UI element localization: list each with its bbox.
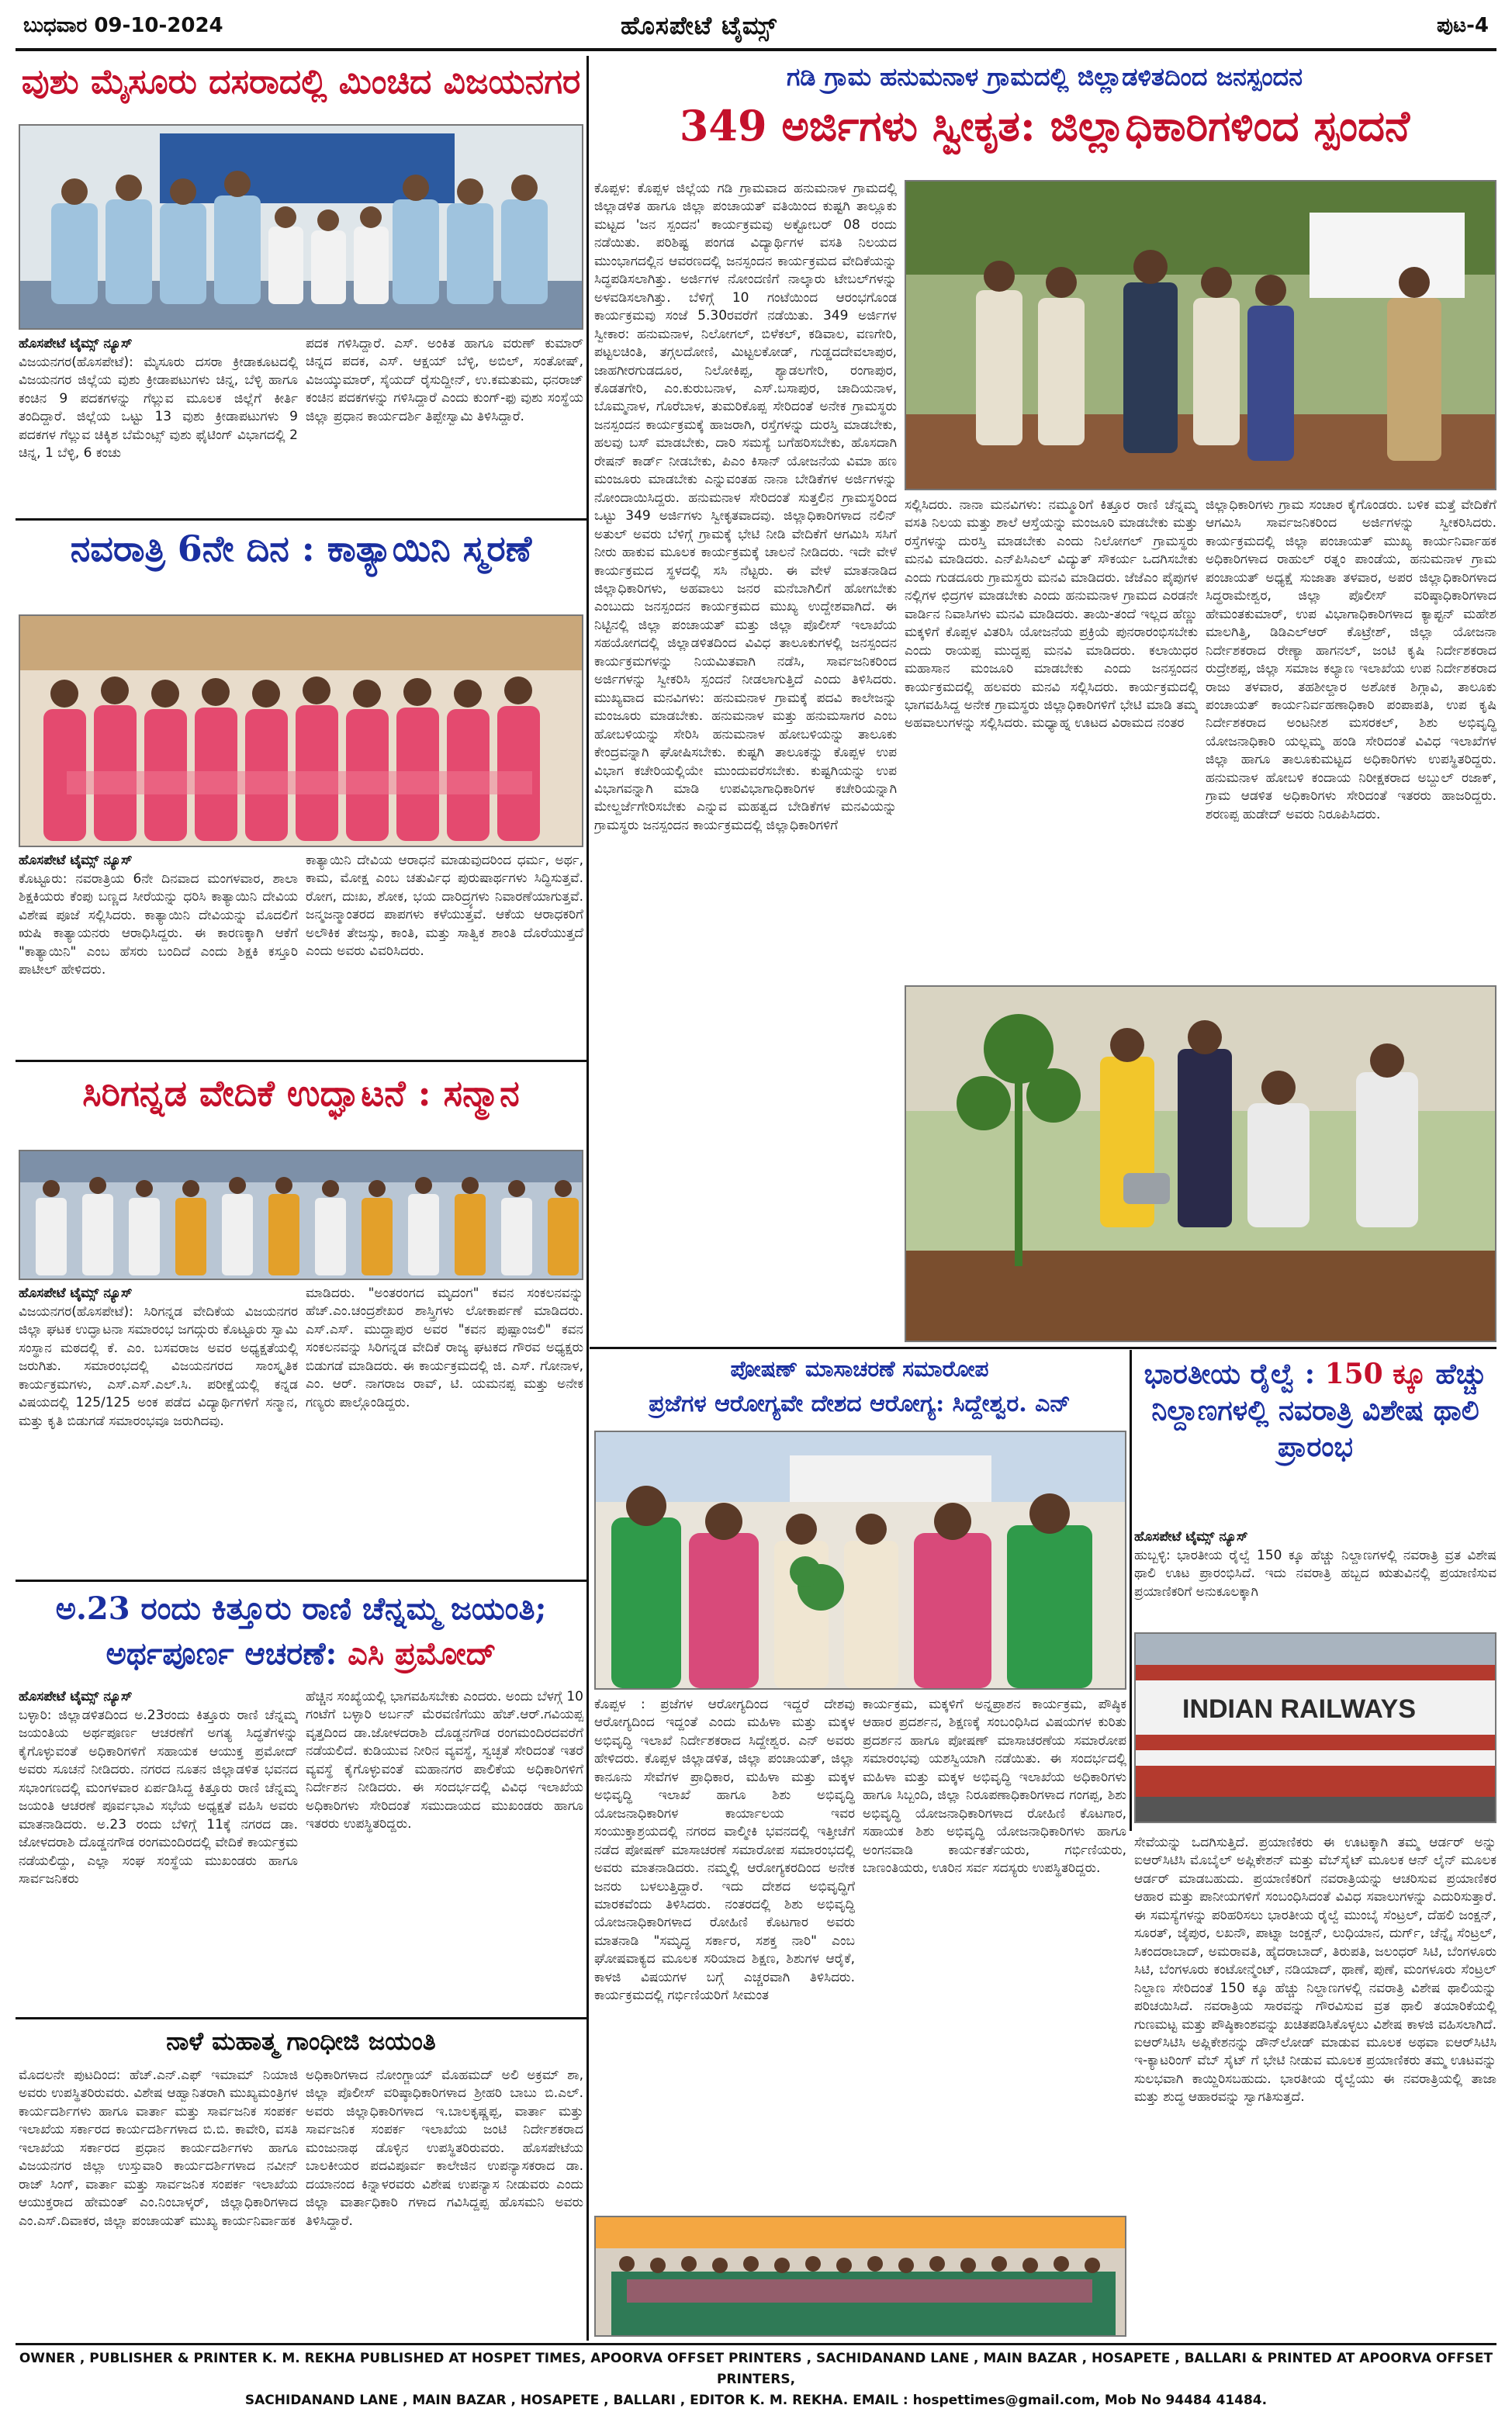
navaratri-body-col2: ಕಾತ್ಯಾಯಿನಿ ದೇವಿಯ ಆರಾಧನೆ ಮಾಡುವುದರಿಂದ ಧರ್ಮ, ಅರ್ಥ, ಕಾಮ, ಮೋಕ್ಷ ಎಂಬ ಚತುರ್ವಿಧ ಪುರುಷಾರ್ಥಗಳು ಸಿದ್ಧಿಸುತ್ತವೆ. ರೋಗ, ದುಃಖ, ಶೋಕ, ಭಯ ದಾರಿದ್ರ್ಯಗಳು ನಿವಾರಣೆಯಾಗುತ್ತವೆ. ಜನ್ಮಜನ್ಮಾಂತರದ ಪಾಪಗಳು ಕಳೆಯುತ್ತವೆ. ಆಕೆಯ ಆರಾಧಕರಿಗೆ ಅಲೌಕಿಕ ತೇಜಸ್ಸು, ಕಾಂತಿ, ಮತ್ತು ಸಾತ್ವಿಕ ಶಾಂತಿ ದೊರೆಯುತ್ತದೆ ಎಂದು ಅವರು ವಿವರಿಸಿದರು. (306, 853, 583, 960)
issue-date: ಬುಧವಾರ 09-10-2024 (23, 14, 223, 37)
poshan-body-col1: ಕೊಪ್ಪಳ : ಪ್ರಜೆಗಳ ಆರೋಗ್ಯದಿಂದ ಇದ್ದರೆ ದೇಶವು ಆರೋಗ್ಯದಿಂದ ಇದ್ದಂತೆ ಎಂದು ಮಹಿಳಾ ಮತ್ತು ಮಕ್ಕಳ ಅಭಿವೃದ್ಧಿ ಇಲಾಖೆ ನಿರ್ದೇಶಕರಾದ ಸಿದ್ದೇಶ್ವರ. ಎನ್ ಅವರು ಹೇಳಿದರು. ಕೊಪ್ಪಳ ಜಿಲ್ಲಾಡಳಿತ, ಜಿಲ್ಲಾ ಪಂಚಾಯತ್, ಜಿಲ್ಲಾ ಕಾನೂನು ಸೇವೆಗಳ ಪ್ರಾಧಿಕಾರ, ಮಹಿಳಾ ಮತ್ತು ಮಕ್ಕಳ ಅಭಿವೃದ್ಧಿ ಇಲಾಖೆ ಹಾಗೂ ಶಿಶು ಅಭಿವೃದ್ಧಿ ಯೋಜನಾಧಿಕಾರಿಗಳ ಕಾರ್ಯಾಲಯ ಇವರ ಸಂಯುಕ್ತಾಶ್ರಯದಲ್ಲಿ ನಗರದ ವಾಲ್ಮೀಕಿ ಭವನದಲ್ಲಿ ಇತ್ತೀಚೆಗೆ ನಡೆದ ಪೋಷಣ್ ಮಾಸಾಚರಣೆ ಸಮಾರೋಪ ಸಮಾರಂಭದಲ್ಲಿ ಅವರು ಮಾತನಾಡಿದರು. ನಮ್ಮಲ್ಲಿ ಆರೋಗ್ಯಕರದಿಂದ ಅನೇಕ ಜನರು ಬಳಲುತ್ತಿದ್ದಾರೆ. ಇದು ದೇಶದ ಅಭಿವೃದ್ಧಿಗೆ ಮಾರಕವೆಂದು ತಿಳಿಸಿದರು. ನಂತರದಲ್ಲಿ ಶಿಶು ಅಭಿವೃದ್ಧಿ ಯೋಜನಾಧಿಕಾರಿಗಳಾದ ರೋಹಿಣಿ ಕೊಟಗಾರ ಅವರು ಮಾತನಾಡಿ "ಸಮೃದ್ಧ ಸರ್ಕಾರ, ಸಶಕ್ತ ನಾರಿ" ಎಂಬ ಘೋಷವಾಕ್ಯದ ಮೂಲಕ ಸರಿಯಾದ ಶಿಕ್ಷಣ, ಶಿಶುಗಳ ಆರೈಕೆ, ಕಾಳಜಿ ವಿಷಯಗಳ ಬಗ್ಗೆ ಎಚ್ಚರವಾಗಿ ತಿಳಿಸಿದರು. ಕಾರ್ಯಕ್ರಮದಲ್ಲಿ ಗರ್ಭಿಣಿಯರಿಗೆ ಸೀಮಂತ (594, 1697, 855, 2004)
railway-body: ಸೇವೆಯನ್ನು ಒದಗಿಸುತ್ತಿದೆ. ಪ್ರಯಾಣಿಕರು ಈ ಊಟಕ್ಕಾಗಿ ತಮ್ಮ ಆರ್ಡರ್ ಅನ್ನು ಐಆರ್‌ಸಿಟಿಸಿ ಮೊಬೈಲ್ ಅಪ್ಲಿಕೇಶನ್ ಮತ್ತು ವೆಬ್‌ಸೈಟ್ ಮೂಲಕ ಆನ್ ಲೈನ್ ಮೂಲಕ ಆರ್ಡರ್ ಮಾಡಬಹುದು. ಪ್ರಯಾಣಿಕರಿಗೆ ನವರಾತ್ರಿಯನ್ನು ಆಚರಿಸುವ ಪ್ರಯಾಣಿಕರ ಆಹಾರ ಮತ್ತು ಪಾನೀಯಗಳಿಗೆ ಸಂಬಂಧಿಸಿದಂತೆ ವಿವಿಧ ಸವಾಲುಗಳನ್ನು ಎದುರಿಸುತ್ತಾರೆ. ಈ ಸಮಸ್ಯೆಗಳನ್ನು ಪರಿಹರಿಸಲು ಭಾರತೀಯ ರೈಲ್ವೆ ಮುಂಬೈ ಸೆಂಟ್ರಲ್, ದೆಹಲಿ ಜಂಕ್ಷನ್, ಸೂರತ್, ಜೈಪುರ, ಲಖನೌ, ಪಾಟ್ನಾ ಜಂಕ್ಷನ್, ಲುಧಿಯಾನ, ದುರ್ಗ್, ಚೆನ್ನೈ ಸೆಂಟ್ರಲ್, ಸಿಕಂದರಾಬಾದ್, ಅಮರಾವತಿ, ಹೈದರಾಬಾದ್, ತಿರುಪತಿ, ಜಲಂಧರ್ ಸಿಟಿ, ಬೆಂಗಳೂರು ಸಿಟಿ, ಬೆಂಗಳೂರು ಕಂಟೋನ್ಮೆಂಟ್, ನಡಿಯಾದ್, ಥಾಣೆ, ಪುಣೆ, ಮಂಗಳೂರು ಸೆಂಟ್ರಲ್ ನಿಲ್ದಾಣ ಸೇರಿದಂತೆ 150 ಕ್ಕೂ ಹೆಚ್ಚು ನಿಲ್ದಾಣಗಳಲ್ಲಿ ನವರಾತ್ರಿ ವಿಶೇಷ ಥಾಲಿಯನ್ನು ಪರಿಚಯಿಸಿದೆ. ನವರಾತ್ರಿಯ ಸಾರವನ್ನು ಗೌರವಿಸುವ ವ್ರತ ಥಾಲಿ ತಯಾರಿಕೆಯಲ್ಲಿ ಗುಣಮಟ್ಟ ಮತ್ತು ಪೌಷ್ಠಿಕಾಂಶವನ್ನು ಖಚಿತಪಡಿಸಿಕೊಳ್ಳಲು ವಿಶೇಷ ಕಾಳಜಿ ವಹಿಸಲಾಗಿದೆ. ಐಆರ್‌ಸಿಟಿಸಿ ಅಪ್ಲಿಕೇಶನನ್ನು ಡೌನ್‌ಲೋಡ್ ಮಾಡುವ ಮೂಲಕ ಅಥವಾ ಐಆರ್‌ಸಿಟಿಸಿ ಇ-ಕ್ಯಾಟರಿಂಗ್ ವೆಬ್ ಸೈಟ್ ಗೆ ಭೇಟಿ ನೀಡುವ ಮೂಲಕ ಪ್ರಯಾಣಿಕರು ತಮ್ಮ ಊಟವನ್ನು ಸುಲಭವಾಗಿ ಕಾಯ್ದಿರಿಸಬಹುದು. ಭಾರತೀಯ ರೈಲ್ವೆಯು ಈ ನವರಾತ್ರಿಯಲ್ಲಿ ತಾಜಾ ಮತ್ತು ಶುದ್ಧ ಆಹಾರವನ್ನು ಸ್ವಾಗತಿಸುತ್ತದೆ. (1134, 1835, 1496, 2106)
siriganna-headline: ಸಿರಿಗನ್ನಡ ವೇದಿಕೆ ಉದ್ಘಾಟನೆ : ಸನ್ಮಾನ (82, 1072, 520, 1114)
masthead (16, 5, 1496, 51)
train-livery-text: INDIAN RAILWAYS (1182, 1694, 1417, 1724)
gandhi-body-col1: ಮೊದಲನೇ ಪುಟದಿಂದ: ಹೆಚ್.ಎನ್.ಎಫ್ ಇಮಾಮ್ ನಿಯಾಜಿ ಅವರು ಉಪಸ್ಥಿತರಿರುವರು. ವಿಶೇಷ ಆಹ್ವಾನಿತರಾಗಿ ಮುಖ್ಯಮಂತ್ರಿಗಳ ಕಾರ್ಯದರ್ಶಿಗಳು ಹಾಗೂ ವಾರ್ತಾ ಮತ್ತು ಸಾರ್ವಜನಿಕ ಸಂಪರ್ಕ ಇಲಾಖೆಯ ಸರ್ಕಾರದ ಕಾರ್ಯದರ್ಶಿಗಳಾದ ಬಿ.ಬಿ. ಕಾವೇರಿ, ವಸತಿ ಇಲಾಖೆಯ ಸರ್ಕಾರದ ಪ್ರಧಾನ ಕಾರ್ಯದರ್ಶಿಗಳು ಹಾಗೂ ವಿಜಯನಗರ ಜಿಲ್ಲಾ ಉಸ್ತುವಾರಿ ಕಾರ್ಯದರ್ಶಿಗಳಾದ ನವೀನ್ ರಾಜ್ ಸಿಂಗ್, ವಾರ್ತಾ ಮತ್ತು ಸಾರ್ವಜನಿಕ ಸಂಪರ್ಕ ಇಲಾಖೆಯ ಆಯುಕ್ತರಾದ ಹೇಮಂತ್ ಎಂ.ನಿಂಬಾಳ್ಕರ್, ಜಿಲ್ಲಾಧಿಕಾರಿಗಳಾದ ಎಂ.ಎಸ್.ದಿವಾಕರ, ಜಿಲ್ಲಾ ಪಂಚಾಯತ್ ಮುಖ್ಯ ಕಾರ್ಯನಿರ್ವಾಹಕ (19, 2068, 298, 2229)
wushu-body-col2: ಪದಕ ಗಳಿಸಿದ್ದಾರೆ. ಎಸ್. ಅಂಕಿತ ಹಾಗೂ ವರುಣ್ ಕುಮಾರ್ ಚಿನ್ನದ ಪದಕ, ಎಸ್. ಆಕ್ಷಯ್ ಬೆಳ್ಳಿ, ಅಬಿಲ್, ಸಂತೋಷ್, ವಿಜಯ್ಕುಮಾರ್, ಸೈಯದ್ ರೈಸುದ್ದೀನ್, ಉ.ಕಮತುಮ, ಧನರಾಜ್ ಕಂಚಿನ ಪದಕಗಳನ್ನು ಗಳಿಸಿದ್ದಾರೆ ಎಂದು ಕುಂಗ್-ಫು ವುಶು ಸಂಸ್ಥೆಯ ಜಿಲ್ಲಾ ಪ್ರಧಾನ ಕಾರ್ಯದರ್ಶಿ ತಿಪ್ಪೇಸ್ವಾಮಿ ತಿಳಿಸಿದ್ದಾರೆ. (306, 336, 583, 424)
chennamma-body-col1: ಬಳ್ಳಾರಿ: ಜಿಲ್ಲಾಡಳಿತದಿಂದ ಅ.23ರಂದು ಕಿತ್ತೂರು ರಾಣಿ ಚೆನ್ನಮ್ಮ ಜಯಂತಿಯ ಅರ್ಥಪೂರ್ಣ ಆಚರಣೆಗೆ ಅಗತ್ಯ ಸಿದ್ಧತೆಗಳನ್ನು ಕೈಗೊಳ್ಳುವಂತೆ ಅಧಿಕಾರಿಗಳಿಗೆ ಸಹಾಯಕ ಆಯುಕ್ತ ಪ್ರಮೋದ್ ಅವರು ಸೂಚನೆ ನೀಡಿದರು. ನಗರದ ನೂತನ ಜಿಲ್ಲಾಡಳಿತ ಭವನದ ಸಭಾಂಗಣದಲ್ಲಿ ಮಂಗಳವಾರ ಏರ್ಪಡಿಸಿದ್ದ ಕಿತ್ತೂರು ರಾಣಿ ಚೆನ್ನಮ್ಮ ಜಯಂತಿ ಆಚರಣೆ ಪೂರ್ವಭಾವಿ ಸಭೆಯ ಅಧ್ಯಕ್ಷತೆ ವಹಿಸಿ ಅವರು ಮಾತನಾಡಿದರು. ಅ.23 ರಂದು ಬೆಳಿಗ್ಗೆ 11ಕ್ಕೆ ನಗರದ ಡಾ. ಜೋಳದರಾಶಿ ದೊಡ್ಡನಗೌಡ ರಂಗಮಂದಿರದಲ್ಲಿ ವೇದಿಕೆ ಕಾರ್ಯಕ್ರಮ ನಡೆಯಲಿದ್ದು, ಎಲ್ಲಾ ಸಂಘ ಸಂಸ್ಥೆಯ ಮುಖಂಡರು ಹಾಗೂ ಸಾರ್ವಜನಿಕರು (19, 1708, 298, 1888)
janaspandana-kicker: ಗಡಿ ಗ್ರಾಮ ಹನುಮನಾಳ ಗ್ರಾಮದಲ್ಲಿ ಜಿಲ್ಲಾಡಳಿತದಿಂದ ಜನಸ್ಪಂದನ (786, 62, 1303, 92)
railway-train-photo (1134, 1632, 1496, 1823)
newspaper-name: ಹೊಸಪೇಟೆ ಟೈಮ್ಸ್ (621, 11, 777, 40)
siriganna-body-col2: ಮಾಡಿದರು. "ಅಂತರಂಗದ ಮೃದಂಗ" ಕವನ ಸಂಕಲನವನ್ನು ಹೆಚ್.ಎಂ.ಚಂದ್ರಶೇಖರ ಶಾಸ್ತ್ರಿಗಳು ಲೋಕಾರ್ಪಣೆ ಮಾಡಿದರು. ಎಸ್.ಎಸ್. ಮುದ್ದಾಪುರ ಅವರ "ಕವನ ಪುಷ್ಪಾಂಜಲಿ" ಕವನ ಸಂಕಲನವನ್ನು ಸಿರಿಗನ್ನಡ ವೇದಿಕೆ ರಾಜ್ಯ ಘಟಕದ ಗೌರವ ಅಧ್ಯಕ್ಷರು ಬಿಡುಗಡೆ ಮಾಡಿದರು. ಈ ಕಾರ್ಯಕ್ರಮದಲ್ಲಿ ಜಿ. ಎಸ್. ಗೋನಾಳ, ಎಂ. ಆರ್. ನಾಗರಾಜ ರಾವ್, ಟಿ. ಯಮನಪ್ಪ ಮತ್ತು ಅನೇಕ ಗಣ್ಯರು ಪಾಲ್ಗೊಂಡಿದ್ದರು. (306, 1286, 583, 1410)
wushu-headline: ವುಶು ಮೈಸೂರು ದಸರಾದಲ್ಲಿ ಮಿಂಚಿದ ವಿಜಯನಗರ (21, 62, 581, 102)
section-divider (16, 1580, 586, 1582)
railway-headline (1134, 1356, 1496, 1465)
janaspandana-headline: 349 ಅರ್ಜಿಗಳು ಸ್ವೀಕೃತ: ಜಿಲ್ಲಾಧಿಕಾರಿಗಳಿಂದ ಸ್ಪಂದನೆ (679, 101, 1410, 151)
navaratri-body-col1: ಕೊಟ್ಟೂರು: ನವರಾತ್ರಿಯ 6ನೇ ದಿನವಾದ ಮಂಗಳವಾರ, ಶಾಲಾ ಶಿಕ್ಷಕಿಯರು ಕೆಂಪು ಬಣ್ಣದ ಸೀರೆಯನ್ನು ಧರಿಸಿ ಕಾತ್ಯಾಯಿನಿ ದೇವಿಯ ವಿಶೇಷ ಪೂಜೆ ಸಲ್ಲಿಸಿದರು. ಕಾತ್ಯಾಯಿನಿ ದೇವಿಯನ್ನು ಮೊದಲಿಗೆ ಋಷಿ ಕಾತ್ಯಾಯನರು ಆರಾಧಿಸಿದ್ದರು. ಈ ಕಾರಣಕ್ಕಾಗಿ ಆಕೆಗೆ "ಕಾತ್ಯಾಯಿನಿ" ಎಂಬ ಹೆಸರು ಬಂದಿದೆ ಎಂದು ಶಿಕ್ಷಕಿ ಕಸ್ತೂರಿ ಪಾಟೀಲ್ ಹೇಳಿದರು. (19, 871, 298, 978)
gandhi-body-col2: ಅಧಿಕಾರಿಗಳಾದ ನೋಂಗ್ಜಾಯ್ ಮೊಹಮದ್ ಅಲಿ ಅಕ್ರಮ್ ಶಾ, ಜಿಲ್ಲಾ ಪೊಲೀಸ್ ವರಿಷ್ಠಾಧಿಕಾರಿಗಳಾದ ಶ್ರೀಹರಿ ಬಾಬು ಬಿ.ಎಲ್. ಅವರು ಜಿಲ್ಲಾಧಿಕಾರಿಗಳಾದ ಇ.ಬಾಲಕೃಷ್ಣಪ್ಪ, ವಾರ್ತಾ ಮತ್ತು ಸಾರ್ವಜನಿಕ ಸಂಪರ್ಕ ಇಲಾಖೆಯ ಜಂಟಿ ನಿರ್ದೇಶಕರಾದ ಮಂಜುನಾಥ ಡೊಳ್ಳಿನ ಉಪಸ್ಥಿತರಿರುವರು. ಹೊಸಪೇಟೆಯ ಬಾಲಕೀಯರ ಪದವಿಪೂರ್ವ ಕಾಲೇಜಿನ ಉಪನ್ಯಾಸಕರಾದ ಡಾ. ದಯಾನಂದ ಕಿನ್ನಾಳರವರು ವಿಶೇಷ ಉಪನ್ಯಾಸ ನೀಡುವರು ಎಂದು ಜಿಲ್ಲಾ ವಾರ್ತಾಧಿಕಾರಿ ಗಳಾದ ಗವಿಸಿದ್ದಪ್ಪ ಹೊಸಮನಿ ಅವರು ತಿಳಿಸಿದ್ದಾರೆ. (306, 2068, 583, 2229)
railway-headline-rest: ಹೆಚ್ಚು ನಿಲ್ದಾಣಗಳಲ್ಲಿ ನವರಾತ್ರಿ ವಿಶೇಷ ಥಾಲಿ ಪ್ರಾರಂಭ (1151, 1358, 1487, 1463)
chennamma-body-col2: ಹೆಚ್ಚಿನ ಸಂಖ್ಯೆಯಲ್ಲಿ ಭಾಗವಹಿಸಬೇಕು ಎಂದರು. ಅಂದು ಬೆಳಗ್ಗೆ 10 ಗಂಟೆಗೆ ಬಳ್ಳಾರಿ ಅರ್ಬನ್ ಮೆರವಣಿಗೆಯು ಹೆಚ್.ಆರ್.ಗವಿಯಪ್ಪ ವೃತ್ತದಿಂದ ಡಾ.ಜೋಳದರಾಶಿ ದೊಡ್ಡನಗೌಡ ರಂಗಮಂದಿರದವರೆಗೆ ನಡೆಯಲಿದೆ. ಕುಡಿಯುವ ನೀರಿನ ವ್ಯವಸ್ಥೆ, ಸ್ವಚ್ಛತೆ ಸೇರಿದಂತೆ ಇತರೆ ವ್ಯವಸ್ಥೆ ಕೈಗೊಳ್ಳುವಂತೆ ಮಹಾನಗರ ಪಾಲಿಕೆಯ ಅಧಿಕಾರಿಗಳಿಗೆ ನಿರ್ದೇಶನ ನೀಡಿದರು. ಈ ಸಂದರ್ಭದಲ್ಲಿ ವಿವಿಧ ಇಲಾಖೆಯ ಅಧಿಕಾರಿಗಳು ಸೇರಿದಂತೆ ಸಮುದಾಯದ ಮುಖಂಡರು ಹಾಗೂ ಇತರರು ಉಪಸ್ಥಿತರಿದ್ದರು. (306, 1689, 583, 1832)
wushu-team-photo (19, 124, 583, 330)
poshan-headline: ಪ್ರಜೆಗಳ ಆರೋಗ್ಯವೇ ದೇಶದ ಆರೋಗ್ಯ: ಸಿದ್ದೇಶ್ವರ. ಎನ್ (649, 1390, 1071, 1417)
section-divider (590, 1347, 1496, 1349)
railway-headline-count: 150 ಕ್ಕೂ (1324, 1358, 1426, 1390)
poshan-group-photo (594, 2216, 1126, 2337)
chennamma-byline: ಹೊಸಪೇಟೆ ಟೈಮ್ಸ್ ನ್ಯೂಸ್ (19, 1689, 133, 1704)
janaspandana-dc-photo (905, 180, 1496, 490)
chennamma-headline-name: ಎಸಿ ಪ್ರಮೋದ್ (348, 1635, 497, 1672)
chennamma-headline-line1: ಅ.23 ರಂದು ಕಿತ್ತೂರು ರಾಣಿ ಚೆನ್ನಮ್ಮ ಜಯಂತಿ; (55, 1590, 547, 1627)
janaspandana-body-col2: ಸಲ್ಲಿಸಿದರು. ನಾನಾ ಮನವಿಗಳು: ನಮ್ಮೂರಿಗೆ ಕಿತ್ತೂರ ರಾಣಿ ಚೆನ್ನಮ್ಮ ವಸತಿ ನಿಲಯ ಮತ್ತು ಶಾಲೆ ಆಸ್ತೆಯನ್ನು ಮಂಜೂರಿ ಮಾಡಬೇಕು ಮತ್ತು ರಸ್ತೆಗಳನ್ನು ದುರಸ್ತಿ ಮಾಡಬೇಕು ಎಂದು ನಿಲೋಗಲ್ ಗ್ರಾಮಸ್ಥರು ಮನವಿ ಮಾಡಿದರು. ಎನ್‌ಪಿಸಿಎಲ್ ವಿದ್ಯುತ್ ಸೌಕರ್ಯ ಒದಗಿಸಬೇಕು ಎಂದು ಗುಡದೂರು ಗ್ರಾಮಸ್ಥರು ಮನವಿ ಮಾಡಿದರು. ಜೆಜೆಎಂ ಪೈಪುಗಳ ನಲ್ಲಿಗಳ ಛಿದ್ರಗಳ ಮಾಡಬೇಕು ಎಂದು ಹನುಮನಾಳ ಗ್ರಾಮದ ಎರಡನೇ ವಾರ್ಡಿನ ನಿವಾಸಿಗಳು ಮನವಿ ಮಾಡಿದರು. ತಾಯಿ-ತಂದೆ ಇಲ್ಲದ ಹೆಣ್ಣು ಮಕ್ಕಳಿಗೆ ಕೊಪ್ಪಳ ವಿತರಿಸಿ ಯೋಜನೆಯ ಪ್ರಕ್ರಿಯೆ ಪುನರಾರಂಭಿಸಬೇಕು ಎಂದು ರಾಯಪ್ಪ ಮುದ್ದಪ್ಪ ಮನವಿ ಮಾಡಿದರು. ಕಲಾಯಿಧರ ಮಹಾಸಾನ ಮಂಜೂರಿ ಮಾಡಬೇಕು ಎಂದು ಜನಸ್ಪಂದನ ಕಾರ್ಯಕ್ರಮದಲ್ಲಿ ಹಲವರು ಮನವಿ ಸಲ್ಲಿಸಿದರು. ಕಾರ್ಯಕ್ರಮದಲ್ಲಿ ಭಾಗವಹಿಸಿದ್ದ ಅನೇಕ ಗ್ರಾಮಸ್ಥರು ಜಿಲ್ಲಾಧಿಕಾರಿಗಳಿಗೆ ಭೇಟಿ ಮಾಡಿ ತಮ್ಮ ಅಹವಾಲುಗಳನ್ನು ಸಲ್ಲಿಸಿದರು. ಮಧ್ಯಾಹ್ನ ಊಟದ ವಿರಾಮದ ನಂತರ (905, 497, 1198, 732)
imprint-line-1: OWNER , PUBLISHER & PRINTER K. M. REKHA PUBLISHED AT HOSPET TIMES, APOORVA OFFSET PRINTERS , SACHIDANAND LANE , MAIN BAZAR , HOSAPETE , BALLARI & PRINTED AT APOORVA OFFSET PRINTERS, (19, 2351, 1493, 2388)
gandhi-headline: ನಾಳೆ ಮಹಾತ್ಮ ಗಾಂಧೀಜಿ ಜಯಂತಿ (166, 2026, 436, 2056)
janaspandana-tree-planting-photo (905, 985, 1496, 1342)
navaratri-teachers-photo (19, 614, 583, 847)
navaratri-headline: ನವರಾತ್ರಿ 6ನೇ ದಿನ : ಕಾತ್ಯಾಯಿನಿ ಸ್ಮರಣೆ (70, 528, 532, 569)
chennamma-headline-prefix: ಅರ್ಥಪೂರ್ಣ ಆಚರಣೆ: (106, 1635, 337, 1672)
wushu-byline: ಹೊಸಪೇಟೆ ಟೈಮ್ಸ್ ನ್ಯೂಸ್ (19, 336, 133, 351)
chennamma-headline-line2 (19, 1635, 583, 1673)
section-divider (16, 518, 586, 521)
railway-byline: ಹೊಸಪೇಟೆ ಟೈಮ್ಸ್ ನ್ಯೂಸ್ (1134, 1529, 1248, 1545)
janaspandana-body-col3: ಜಿಲ್ಲಾಧಿಕಾರಿಗಳು ಗ್ರಾಮ ಸಂಚಾರ ಕೈಗೊಂಡರು. ಬಳಿಕ ಮತ್ತೆ ವೇದಿಕೆಗೆ ಆಗಮಿಸಿ ಸಾರ್ವಜನಿಕರಿಂದ ಅರ್ಜಿಗಳನ್ನು ಸ್ವೀಕರಿಸಿದರು. ಕಾರ್ಯಕ್ರಮದಲ್ಲಿ ಜಿಲ್ಲಾ ಪಂಚಾಯತ್ ಮುಖ್ಯ ಕಾರ್ಯನಿರ್ವಾಹಕ ಅಧಿಕಾರಿಗಳಾದ ರಾಹುಲ್ ರತ್ನಂ ಪಾಂಡೆಯ, ಹನುಮನಾಳ ಗ್ರಾಮ ಪಂಚಾಯತ್ ಅಧ್ಯಕ್ಷೆ ಸುಜಾತಾ ತಳವಾರ, ಅಪರ ಜಿಲ್ಲಾಧಿಕಾರಿಗಳಾದ ಸಿದ್ಧರಾಮೇಶ್ವರ, ಜಿಲ್ಲಾ ಪೊಲೀಸ್ ವರಿಷ್ಠಾಧಿಕಾರಿಗಳಾದ ಹೇಮಂತಕುಮಾರ್, ಉಪ ವಿಭಾಗಾಧಿಕಾರಿಗಳಾದ ಕ್ಯಾಪ್ಟನ್ ಮಹೇಶ ಮಾಲಗಿತ್ತಿ, ಡಿಡಿಎಲ್ಆರ್ ಕೊಟ್ರೇಶ್, ಜಿಲ್ಲಾ ಯೋಜನಾ ನಿರ್ದೇಶಕರಾದ ರೇಣ್ಯಾ ಹಾಗನಲ್, ಜಂಟಿ ಕೃಷಿ ನಿರ್ದೇಶಕರಾದ ರುದ್ರೇಶಪ್ಪ, ಜಿಲ್ಲಾ ಸಮಾಜ ಕಲ್ಯಾಣ ಇಲಾಖೆಯ ಉಪ ನಿರ್ದೇಶಕರಾದ ರಾಜು ತಳವಾರ, ತಹಶೀಲ್ದಾರ ಅಶೋಕ ಶಿಗ್ಗಾವಿ, ತಾಲೂಕು ಪಂಚಾಯತ್ ಕಾರ್ಯನಿರ್ವಹಣಾಧಿಕಾರಿ ಪಂಪಾಪತಿ, ಉಪ ಕೃಷಿ ನಿರ್ದೇಶಕರಾದ ಅಂಟನೀಶ ಮಸರಕಲ್, ಶಿಶು ಅಭಿವೃದ್ಧಿ ಯೋಜನಾಧಿಕಾರಿ ಯಲ್ಲಮ್ಮ ಹಂಡಿ ಸೇರಿದಂತೆ ವಿವಿಧ ಇಲಾಖೆಗಳ ಜಿಲ್ಲಾ ಹಾಗೂ ತಾಲೂಕುಮಟ್ಟದ ಅಧಿಕಾರಿಗಳು ಉಪಸ್ಥಿತರಿದ್ದರು. ಹನುಮನಾಳ ಹೋಬಳಿ ಕಂದಾಯ ನಿರೀಕ್ಷಕರಾದ ಅಬ್ದುಲ್ ರಜಾಕ್, ಗ್ರಾಮ ಆಡಳಿತ ಅಧಿಕಾರಿಗಳು ಸೇರಿದಂತೆ ಇತರರು ಹಾಜರಿದ್ದರು. ಶರಣಪ್ಪ ಹುಡೇದ್ ಅವರು ನಿರೂಪಿಸಿದರು. (1206, 497, 1496, 822)
janaspandana-body-col1: ಕೊಪ್ಪಳ: ಕೊಪ್ಪಳ ಜಿಲ್ಲೆಯ ಗಡಿ ಗ್ರಾಮವಾದ ಹನುಮನಾಳ ಗ್ರಾಮದಲ್ಲಿ ಜಿಲ್ಲಾಡಳಿತ ಹಾಗೂ ಜಿಲ್ಲಾ ಪಂಚಾಯತ್ ವತಿಯಿಂದ ಕುಷ್ಟಗಿ ತಾಲ್ಲೂಕು ಮಟ್ಟದ 'ಜನ ಸ್ಪಂದನ' ಕಾರ್ಯಕ್ರಮವು ಅಕ್ಟೋಬರ್ 08 ರಂದು ನಡೆಯಿತು. ಪರಿಶಿಷ್ಟ ಪಂಗಡ ವಿದ್ಯಾರ್ಥಿಗಳ ವಸತಿ ನಿಲಯದ ಮುಂಭಾಗದಲ್ಲಿನ ಆವರಣದಲ್ಲಿ ಜನಸ್ಪಂದನ ಕಾರ್ಯಕ್ರಮದ ವೇದಿಕೆಯನ್ನು ಸಿದ್ಧಪಡಿಸಲಾಗಿತ್ತು. ಅರ್ಜಿಗಳ ನೋಂದಣಿಗೆ ನಾಲ್ಕಾರು ಟೇಬಲ್‌ಗಳನ್ನು ಅಳವಡಿಸಲಾಗಿತ್ತು. ಬೆಳಿಗ್ಗೆ 10 ಗಂಟೆಯಿಂದ ಆರಂಭಗೊಂಡ ಕಾರ್ಯಕ್ರಮವು ಸಂಜೆ 5.30ರವರೆಗೆ ನಡೆಯಿತು. 349 ಅರ್ಜಿಗಳ ಸ್ವೀಕಾರ: ಹನುಮನಾಳ, ನಿಲೋಗಲ್, ಬಿಳೆಕಲ್, ಕಡಿವಾಲ, ವಣಗೇರಿ, ಪಟ್ಟಲಚಿಂತಿ, ತಗ್ಗಲದೋಣಿ, ಮಿಟ್ಟಲಕೋಡ್, ಗುಡ್ಡದದೇವಲಾಪುರ, ಜಾಹಗೀರಗುಡದೂರ, ನಿಲೋಕಿಪ್ಪ, ಶ್ಯಾಡಲಗೇರಿ, ರಂಗಾಪುರ, ಕೊಡತಗೇರಿ, ಎಂ.ಕುರುಬನಾಳ, ಎಸ್.ಬಸಾಪುರ, ಚಾದಿಯನಾಳ, ಬೊಮ್ಮನಾಳ, ಗೊರೆಬಾಳ, ತುಮರಿಕೊಪ್ಪ ಸೇರಿದಂತೆ ಅನೇಕ ಗ್ರಾಮಸ್ಥರು ಜನಸ್ಪಂದನ ಕಾರ್ಯಕ್ರಮಕ್ಕೆ ಹಾಜರಾಗಿ, ರಸ್ತೆಗಳನ್ನು ದುರಸ್ತಿ ಮಾಡಬೇಕು, ಹಲವು ಬಸ್ ಮಾಡಬೇಕು, ದಾರಿ ಸಮಸ್ಯೆ ಬಗೆಹರಿಸಬೇಕು, ಹೊಸದಾಗಿ ರೇಷನ್ ಕಾರ್ಡ್ ನೀಡಬೇಕು, ಪಿಎಂ ಕಿಸಾನ್ ಯೋಜನೆಯ ವಿಮಾ ಹಣ ಮಂಜೂರು ಮಾಡಬೇಕು ಎನ್ನುವಂತಹ ನಾನಾ ಬೇಡಿಕೆಗಳ ಅರ್ಜಿಗಳನ್ನು ನೋಂದಾಯಿಸಿದ್ದರು. ಹನುಮನಾಳ ಸೇರಿದಂತೆ ಸುತ್ತಲಿನ ಗ್ರಾಮಸ್ಥರಿಂದ ಒಟ್ಟು 349 ಅರ್ಜಿಗಳು ಸ್ವೀಕೃತವಾದವು. ಜಿಲ್ಲಾಧಿಕಾರಿಗಳಾದ ನಲಿನ್ ಅತುಲ್ ಅವರು ಬೆಳಿಗ್ಗೆ ಗ್ರಾಮಕ್ಕೆ ಭೇಟಿ ನೀಡಿ ವೇದಿಕೆಗೆ ಆಗಮಿಸಿ ಸಸಿಗೆ ನೀರು ಹಾಕುವ ಮೂಲಕ ಕಾರ್ಯಕ್ರಮಕ್ಕೆ ಚಾಲನೆ ನೀಡಿದರು. ಇದೇ ವೇಳೆ ಕಾರ್ಯಕ್ರಮದ ಸ್ಥಳದಲ್ಲಿ ಸಸಿ ನೆಟ್ಟರು. ಈ ವೇಳೆ ಮಾತನಾಡಿದ ಜಿಲ್ಲಾಧಿಕಾರಿಗಳು, ಅಹವಾಲು ಜನರ ಮನೆಬಾಗಿಲಿಗೆ ಹೋಗಬೇಕು ಎಂಬುದು ಜನಸ್ಪಂದನ ಕಾರ್ಯಕ್ರಮದ ಮುಖ್ಯ ಉದ್ದೇಶವಾಗಿದೆ. ಈ ನಿಟ್ಟಿನಲ್ಲಿ ಜಿಲ್ಲಾ ಪಂಚಾಯತ್ ಮತ್ತು ಜಿಲ್ಲಾ ಪೊಲೀಸ್ ಇಲಾಖೆಯ ಸಹಯೋಗದಲ್ಲಿ ಜಿಲ್ಲಾಡಳಿತದಿಂದ ವಿವಿಧ ತಾಲೂಕುಗಳಲ್ಲಿ ಜನಸ್ಪಂದನ ಕಾರ್ಯಕ್ರಮಗಳನ್ನು ನಿಯಮಿತವಾಗಿ ನಡೆಸಿ, ಸಾರ್ವಜನಿಕರಿಂದ ಅರ್ಜಿಗಳನ್ನು ಸ್ವೀಕರಿಸಿ ಸ್ಪಂದನೆ ನೀಡಲಾಗುತ್ತಿದೆ ಎಂದು ತಿಳಿಸಿದರು. ಮುಖ್ಯವಾದ ಮನವಿಗಳು: ಹನುಮನಾಳ ಗ್ರಾಮಕ್ಕೆ ಪದವಿ ಕಾಲೇಜನ್ನು ಮಂಜೂರು ಮಾಡಬೇಕು. ಹನುಮನಾಳ ಮತ್ತು ಹನುಮಸಾಗರ ಎಂಬ ಹೋಬಳಿಯನ್ನು ಸೇರಿಸಿ ಹನುಮನಾಳ ಹೋಬಳಿಯನ್ನು ತಾಲೂಕು ಕೇಂದ್ರವನ್ನಾಗಿ ಘೋಷಿಸಬೇಕು. ಕುಷ್ಟಗಿ ತಾಲೂಕನ್ನು ಕೊಪ್ಪಳ ಉಪ ವಿಭಾಗ ಕಚೇರಿಯಲ್ಲಿಯೇ ಮುಂದುವರೆಸಬೇಕು. ಕುಷ್ಟಗಿಯನ್ನು ಉಪ ವಿಭಾಗವನ್ನಾಗಿ ಮಾಡಿ ಉಪವಿಭಾಗಾಧಿಕಾರಿಗಳ ಕಚೇರಿಯನ್ನಾಗಿ ಮೇಲ್ದರ್ಜೆಗೇರಿಸಬೇಕು ಎನ್ನುವ ಮಹತ್ವದ ಬೇಡಿಕೆಗಳ ಮನವಿಯನ್ನು ಗ್ರಾಮಸ್ಥರು ಜನಸ್ಪಂದನ ಕಾರ್ಯಕ್ರಮದಲ್ಲಿ ಜಿಲ್ಲಾಧಿಕಾರಿಗಳಿಗೆ (594, 181, 897, 833)
navaratri-byline: ಹೊಸಪೇಟೆ ಟೈಮ್ಸ್ ನ್ಯೂಸ್ (19, 853, 133, 868)
page-number: ಪುಟ-4 (1436, 14, 1489, 37)
imprint-footer (16, 2343, 1496, 2409)
siriganna-felicitation-photo (19, 1150, 583, 1280)
section-divider (16, 1060, 586, 1062)
column-divider (1130, 1350, 1132, 1831)
siriganna-byline: ಹೊಸಪೇಟೆ ಟೈಮ್ಸ್ ನ್ಯೂಸ್ (19, 1286, 133, 1301)
poshan-body-col2: ಕಾರ್ಯಕ್ರಮ, ಮಕ್ಕಳಿಗೆ ಅನ್ನಪ್ರಾಶನ ಕಾರ್ಯಕ್ರಮ, ಪೌಷ್ಠಿಕ ಆಹಾರ ಪ್ರದರ್ಶನ, ಶಿಕ್ಷಣಕ್ಕೆ ಸಂಬಂಧಿಸಿದ ವಿಷಯಗಳ ಕುರಿತು ಪ್ರದರ್ಶನ ಹಾಗೂ ಪೋಷಣ್ ಮಾಸಾಚರಣೆಯ ಸಮಾರೋಪ ಸಮಾರಂಭವು ಯಶಸ್ವಿಯಾಗಿ ನಡೆಯಿತು. ಈ ಸಂದರ್ಭದಲ್ಲಿ ಮಹಿಳಾ ಮತ್ತು ಮಕ್ಕಳ ಅಭಿವೃದ್ಧಿ ಇಲಾಖೆಯ ಅಧಿಕಾರಿಗಳು ಹಾಗೂ ಸಿಬ್ಬಂದಿ, ಜಿಲ್ಲಾ ನಿರೂಪಣಾಧಿಕಾರಿಗಳಾದ ಗಂಗಪ್ಪ, ಶಿಶು ಅಭಿವೃದ್ಧಿ ಯೋಜನಾಧಿಕಾರಿಗಳಾದ ರೋಹಿಣಿ ಕೊಟಗಾರ, ಸಹಾಯಕ ಶಿಶು ಅಭಿವೃದ್ಧಿ ಯೋಜನಾಧಿಕಾರಿಗಳು ಹಾಗೂ ಅಂಗನವಾಡಿ ಕಾರ್ಯಕರ್ತೆಯರು, ಗರ್ಭಿಣಿಯರು, ಬಾಣಂತಿಯರು, ಊರಿನ ಸರ್ವ ಸದಸ್ಯರು ಉಪಸ್ಥಿತರಿದ್ದರು. (863, 1697, 1126, 1877)
siriganna-body-col1: ವಿಜಯನಗರ(ಹೊಸಪೇಟೆ): ಸಿರಿಗನ್ನಡ ವೇದಿಕೆಯ ವಿಜಯನಗರ ಜಿಲ್ಲಾ ಘಟಕ ಉದ್ಘಾಟನಾ ಸಮಾರಂಭ ಜಗದ್ಗುರು ಕೊಟ್ಟೂರು ಸ್ವಾಮಿ ಸಂಸ್ಥಾನ ಮಠದಲ್ಲಿ ಕೆ. ಎಂ. ಬಸವರಾಜ ಅವರ ಅಧ್ಯಕ್ಷತೆಯಲ್ಲಿ ಜರುಗಿತು. ಸಮಾರಂಭದಲ್ಲಿ ವಿಜಯನಗರದ ಸಾಂಸ್ಕೃತಿಕ ಕಾರ್ಯಕ್ರಮಗಳು, ಎಸ್.ಎಸ್.ಎಲ್.ಸಿ. ಪರೀಕ್ಷೆಯಲ್ಲಿ ಕನ್ನಡ ವಿಷಯದಲ್ಲಿ 125/125 ಅಂಕ ಪಡೆದ ವಿದ್ಯಾರ್ಥಿಗಳಿಗೆ ಸನ್ಮಾನ, ಮತ್ತು ಕೃತಿ ಬಿಡುಗಡೆ ಸಮಾರಂಭವೂ ಜರುಗಿದವು. (19, 1304, 298, 1429)
imprint-line-2: SACHIDANAND LANE , MAIN BAZAR , HOSAPETE , BALLARI , EDITOR K. M. REKHA. EMAIL : hospettimes@gmail.com, Mob No 94484 41484. (244, 2393, 1268, 2409)
poshan-event-photo (594, 1431, 1126, 1690)
railway-lead: ಹುಬ್ಬಳ್ಳಿ: ಭಾರತೀಯ ರೈಲ್ವೆ 150 ಕ್ಕೂ ಹೆಚ್ಚು ನಿಲ್ದಾಣಗಳಲ್ಲಿ ನವರಾತ್ರಿ ವ್ರತ ವಿಶೇಷ ಥಾಲಿ ಊಟ ಪ್ರಾರಂಭಿಸಿದೆ. ಇದು ನವರಾತ್ರಿ ಹಬ್ಬದ ಋತುವಿನಲ್ಲಿ ಪ್ರಯಾಣಿಸುವ ಪ್ರಯಾಣಿಕರಿಗೆ ಅನುಕೂಲಕ್ಕಾಗಿ (1134, 1548, 1496, 1600)
railway-headline-prefix: ಭಾರತೀಯ ರೈಲ್ವೆ : (1144, 1358, 1316, 1390)
poshan-kicker: ಪೋಷಣ್ ಮಾಸಾಚರಣೆ ಸಮಾರೋಪ (730, 1356, 989, 1382)
column-divider (586, 56, 589, 2341)
section-divider (16, 2017, 586, 2019)
wushu-body-col1: ವಿಜಯನಗರ(ಹೊಸಪೇಟೆ): ಮೈಸೂರು ದಸರಾ ಕ್ರೀಡಾಕೂಟದಲ್ಲಿ ವಿಜಯನಗರ ಜಿಲ್ಲೆಯ ವುಶು ಕ್ರೀಡಾಪಟುಗಳು ಚಿನ್ನ, ಬೆಳ್ಳಿ ಹಾಗೂ ಕಂಚಿನ 9 ಪದಕಗಳನ್ನು ಗೆಲ್ಲುವ ಮೂಲಕ ಜಿಲ್ಲೆಗೆ ಕೀರ್ತಿ ತಂದಿದ್ದಾರೆ. ಜಿಲ್ಲೆಯ ಒಟ್ಟು 13 ವುಶು ಕ್ರೀಡಾಪಟುಗಳು 9 ಪದಕಗಳ ಗೆಲ್ಲುವ ಚಿಕ್ಕಿಶ ಬೆಮೆಂಟ್ಸ್ ವುಶು ಫೈಟಿಂಗ್ ವಿಭಾಗದಲ್ಲಿ 2 ಚಿನ್ನ, 1 ಬೆಳ್ಳಿ, 6 ಕಂಚು (19, 355, 298, 462)
